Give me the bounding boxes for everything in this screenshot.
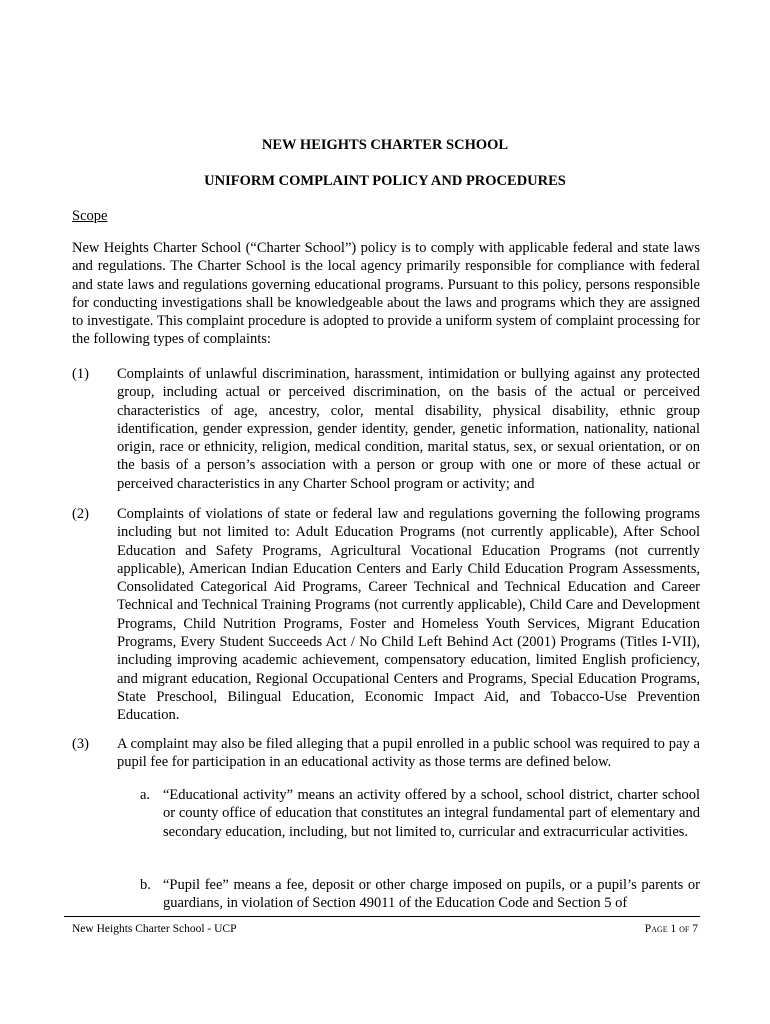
intro-paragraph: New Heights Charter School (“Charter School”) policy is to comply with applicable federal and state laws and regulations. The Charter School is the local agency primarily responsible for compliance with federal and state laws and regulations governing educational programs. Pursuant to this policy, persons responsible for conducting investigations shall be knowledgeable about the laws and programs which they are assigned to investigate. This complaint procedure is adopted to provide a uniform system of complaint processing for the following types of complaints: [72, 240, 700, 348]
item-number: (1) [72, 366, 89, 382]
footer-page-indicator [645, 923, 698, 935]
subitem-letter: a. [140, 787, 151, 803]
item-number: (3) [72, 736, 89, 752]
item-text: Complaints of violations of state or federal law and regulations governing the following programs including but not limited to: Adult Education Programs (not currently applicable), After School Education and Safety Programs, Agricultural Vocational Education Programs (not currently applicable), American Indian Education Centers and Early Child Education Program Assessments, Consolidated Categorical Aid Programs, Career Technical and Technical Education and Career Technical and Technical Training Programs (not currently applicable), Child Care and Development Programs, Child Nutrition Programs, Foster and Homeless Youth Services, Migrant Education Programs, Every Student Succeeds Act / No Child Left Behind Act (2001) Programs (Titles I-VII), including improving academic achievement, compensatory education, limited English proficiency, and migrant education, Regional Occupational Centers and Programs, Special Education Programs, State Preschool, Bilingual Education, Economic Impact Aid, and Tobacco-Use Prevention Education. [117, 506, 700, 724]
subitem-a [140, 786, 700, 841]
document-subtitle: UNIFORM COMPLAINT POLICY AND PROCEDURES [204, 173, 566, 189]
footer-document-name: New Heights Charter School - UCP [72, 923, 237, 935]
subitem-b [140, 876, 700, 913]
page-total: 7 [692, 923, 698, 935]
page-number: 1 [670, 923, 677, 935]
item-text: A complaint may also be filed alleging that a pupil enrolled in a public school was required to pay a pupil fee for participation in an educational activity as those terms are defined below. [117, 736, 700, 771]
complaint-item-2 [72, 505, 700, 725]
subitem-text: “Pupil fee” means a fee, deposit or other charge imposed on pupils, or a pupil’s parents or guardians, in violation of Section 49011 of the Education Code and Section 5 of [163, 877, 700, 912]
of-label: of [679, 923, 690, 935]
item-text: Complaints of unlawful discrimination, harassment, intimidation or bullying against any protected group, including actual or perceived discrimination, on the basis of the actual or perceived characteristics of age, ancestry, color, mental disability, physical disability, ethnic group identification, gender expression, gender identity, gender, genetic information, nationality, national origin, race or ethnicity, religion, medical condition, marital status, sex, or sexual orientation, or on the basis of a person’s association with a person or group with one or more of these actual or perceived characteristics in any Charter School program or activity; and [117, 366, 700, 492]
scope-heading: Scope [72, 208, 108, 224]
page-label: Page [644, 923, 668, 935]
document-title: NEW HEIGHTS CHARTER SCHOOL [261, 137, 509, 153]
complaint-item-1 [72, 365, 700, 493]
footer-divider [64, 916, 700, 917]
complaint-item-3 [72, 735, 700, 772]
item-number: (2) [72, 506, 89, 522]
subitem-letter: b. [140, 877, 151, 893]
subitem-text: “Educational activity” means an activity offered by a school, school district, charter school or county office of education that constitutes an integral fundamental part of elementary and secondary education, including, but not limited to, curricular and extracurricular activities. [163, 787, 700, 840]
